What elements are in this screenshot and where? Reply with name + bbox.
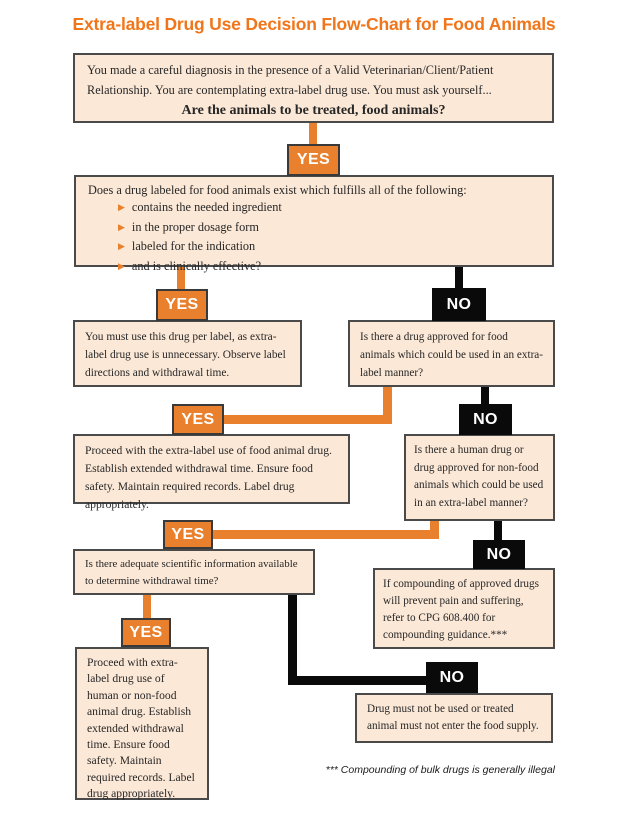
bullet-item: ▶ labeled for the indication (118, 239, 256, 254)
proceed-nonfood-box: Proceed with extra-label drug use of human or non-food animal drug. Establish extended withdrawal time. Ensure food safety. Maintain required records. Label drug appropriately. (75, 647, 209, 800)
yes-label-4: YES (163, 520, 213, 549)
yes-label-2: YES (156, 289, 208, 321)
connector-human-nonfood-no (494, 519, 502, 541)
yes-label-1: YES (287, 144, 340, 176)
bullet-triangle-icon: ▶ (118, 203, 125, 214)
approved-food-animals-question-box: Is there a drug approved for food animals which could be used in an extra-label manner? (348, 320, 555, 387)
connector-approved-food-no (481, 386, 489, 405)
no-label-4: NO (426, 662, 478, 693)
no-label-1: NO (432, 288, 486, 321)
connector-approved-food-yes-horizontal (222, 415, 392, 424)
connector-human-nonfood-yes-horizontal (213, 530, 439, 539)
start-box-text: You made a careful diagnosis in the presence of a Valid Veterinarian/Client/Patient Relationship. You are contemplating extra-label drug use. You must ask yourself... (87, 63, 494, 97)
compounding-guidance-box: If compounding of approved drugs will prevent pain and suffering, refer to CPG 608.400 for compounding guidance.*** (373, 568, 555, 649)
no-label-2: NO (459, 404, 512, 435)
bullet-triangle-icon: ▶ (118, 261, 125, 272)
connector-adequate-info-no-vertical (288, 594, 297, 685)
use-per-label-box: You must use this drug per label, as extra-label drug use is unnecessary. Observe label directions and withdrawal time. (73, 320, 302, 387)
labeled-drug-question-box (74, 175, 554, 273)
page-title: Extra-label Drug Use Decision Flow-Chart for Food Animals (72, 14, 556, 34)
labeled-drug-bullet-list (118, 199, 540, 277)
connector-adequate-info-yes (143, 594, 151, 619)
no-label-3: NO (473, 540, 525, 569)
connector-adequate-info-no-horizontal (288, 676, 426, 685)
yes-label-5: YES (121, 618, 171, 647)
bullet-item: ▶ and is clinically effective? (118, 258, 262, 273)
yes-label-3: YES (172, 404, 224, 435)
bullet-item: ▶ contains the needed ingredient (118, 200, 282, 215)
proceed-food-animal-box: Proceed with the extra-label use of food animal drug. Establish extended withdrawal time. Ensure food safety. Maintain required records. Label drug appropriately. (73, 434, 350, 504)
start-box-question: Are the animals to be treated, food animals? (181, 103, 446, 118)
human-nonfood-question-box: Is there a human drug or drug approved for non-food animals which could be used in an extra-label manner? (404, 434, 555, 521)
labeled-drug-intro: Does a drug labeled for food animals exist which fulfills all of the following: (88, 183, 467, 197)
adequate-info-question-box: Is there adequate scientific information available to determine withdrawal time? (73, 549, 315, 595)
bullet-item: ▶ in the proper dosage form (118, 219, 259, 234)
footnote: *** Compounding of bulk drugs is generally illegal (325, 764, 555, 776)
start-box (73, 53, 554, 123)
connector-start-yes (309, 121, 317, 145)
bullet-triangle-icon: ▶ (118, 242, 125, 253)
bullet-triangle-icon: ▶ (118, 222, 125, 233)
drug-must-not-be-used-box: Drug must not be used or treated animal must not enter the food supply. (355, 693, 553, 743)
